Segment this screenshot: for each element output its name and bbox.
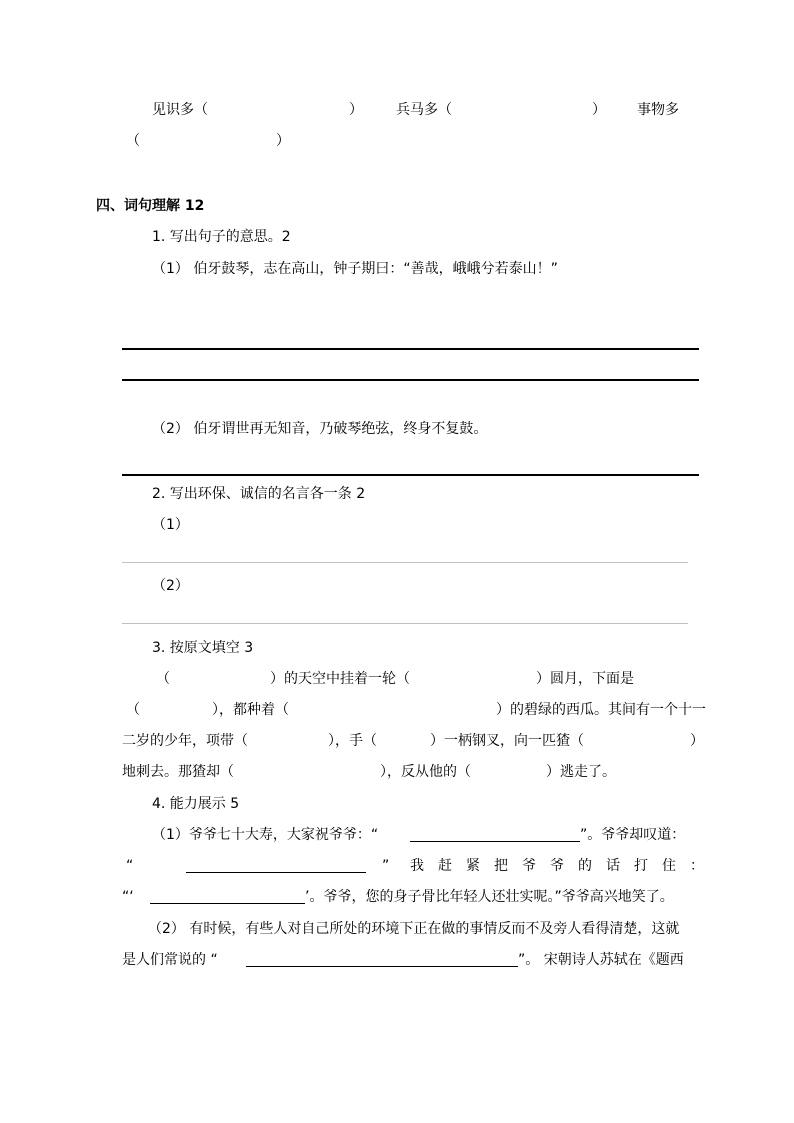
q1-sentence-1: （1） 伯牙鼓琴，志在高山，钟子期曰：“善哉，峨峨兮若泰山！” bbox=[152, 261, 558, 277]
q3-text: ），都种着（ bbox=[212, 702, 289, 718]
q1-sentence-2: （2） 伯牙谓世再无知音，乃破琴绝弦，终身不复鼓。 bbox=[152, 421, 488, 437]
q1-prompt: 1. 写出句子的意思。2 bbox=[152, 229, 291, 245]
q3-blank-close: ） bbox=[690, 733, 704, 749]
q4-p2-quote-close: ” bbox=[382, 858, 390, 874]
item-bingmaduo-label: 兵马多（ bbox=[396, 102, 452, 118]
q3-text: ）圆月，下面是 bbox=[536, 671, 634, 687]
q3-text: ）逃走了。 bbox=[546, 764, 616, 780]
answer-line[interactable] bbox=[122, 379, 699, 381]
item-jianshiduo-close: ） bbox=[349, 102, 363, 118]
q4-p2-quote-open: “ bbox=[126, 858, 134, 874]
item-shiwuduo-close: ） bbox=[276, 133, 290, 149]
q2-answer-1-label: （1） bbox=[152, 517, 189, 533]
q3-blank-open: （ bbox=[156, 671, 170, 687]
item-jianshiduo-label: 见识多（ bbox=[152, 102, 208, 118]
q4-p1-text: ”。爷爷却叹道： bbox=[580, 827, 686, 843]
section-title: 四、词句理解 12 bbox=[96, 198, 205, 214]
q4-prompt: 4. 能力展示 5 bbox=[152, 796, 240, 812]
item-shiwuduo-open: （ bbox=[126, 133, 140, 149]
item-bingmaduo-close: ） bbox=[592, 102, 606, 118]
q3-prompt: 3. 按原文填空 3 bbox=[152, 640, 254, 656]
q4-p2-text: 我赶紧把爷爷的话打住： bbox=[410, 858, 718, 874]
q4-p4-text: （2） 有时候，有些人对自己所处的环境下正在做的事情反而不及旁人看得清楚，这就 bbox=[148, 921, 680, 937]
fill-blank[interactable] bbox=[410, 841, 580, 842]
item-shiwuduo-label: 事物多 bbox=[637, 102, 679, 118]
answer-line[interactable] bbox=[122, 623, 688, 624]
q4-p3-text: ’。爷爷，您的身子骨比年轻人还壮实呢。”爷爷高兴地笑了。 bbox=[305, 889, 674, 905]
q3-text: ），手（ bbox=[328, 733, 377, 749]
q3-text: ）一柄钢叉，向一匹猹（ bbox=[430, 733, 584, 749]
answer-line[interactable] bbox=[122, 562, 688, 563]
fill-blank[interactable] bbox=[150, 903, 305, 904]
q4-p5-text: 是人们常说的 “ bbox=[122, 952, 218, 968]
q4-p3-quote-open: “‘ bbox=[122, 889, 134, 905]
q3-text: ）的碧绿的西瓜。其间有一个十一 bbox=[496, 702, 706, 718]
q3-text: 地刺去。那猹却（ bbox=[122, 764, 234, 780]
fill-blank[interactable] bbox=[186, 872, 366, 873]
fill-blank[interactable] bbox=[246, 966, 518, 967]
q4-p1-text: （1）爷爷七十大寿，大家祝爷爷：“ bbox=[152, 827, 379, 843]
q2-answer-2-label: （2） bbox=[152, 578, 189, 594]
q3-text: ）的天空中挂着一轮（ bbox=[270, 671, 410, 687]
q4-p5-text: ”。 宋朝诗人苏轼在《题西 bbox=[518, 952, 684, 968]
q3-text: ），反从他的（ bbox=[380, 764, 471, 780]
q3-blank-open: （ bbox=[126, 702, 140, 718]
q2-prompt: 2. 写出环保、诚信的名言各一条 2 bbox=[152, 486, 366, 502]
answer-line[interactable] bbox=[122, 348, 699, 350]
q3-text: 二岁的少年，项带（ bbox=[122, 733, 248, 749]
answer-line[interactable] bbox=[122, 474, 699, 476]
